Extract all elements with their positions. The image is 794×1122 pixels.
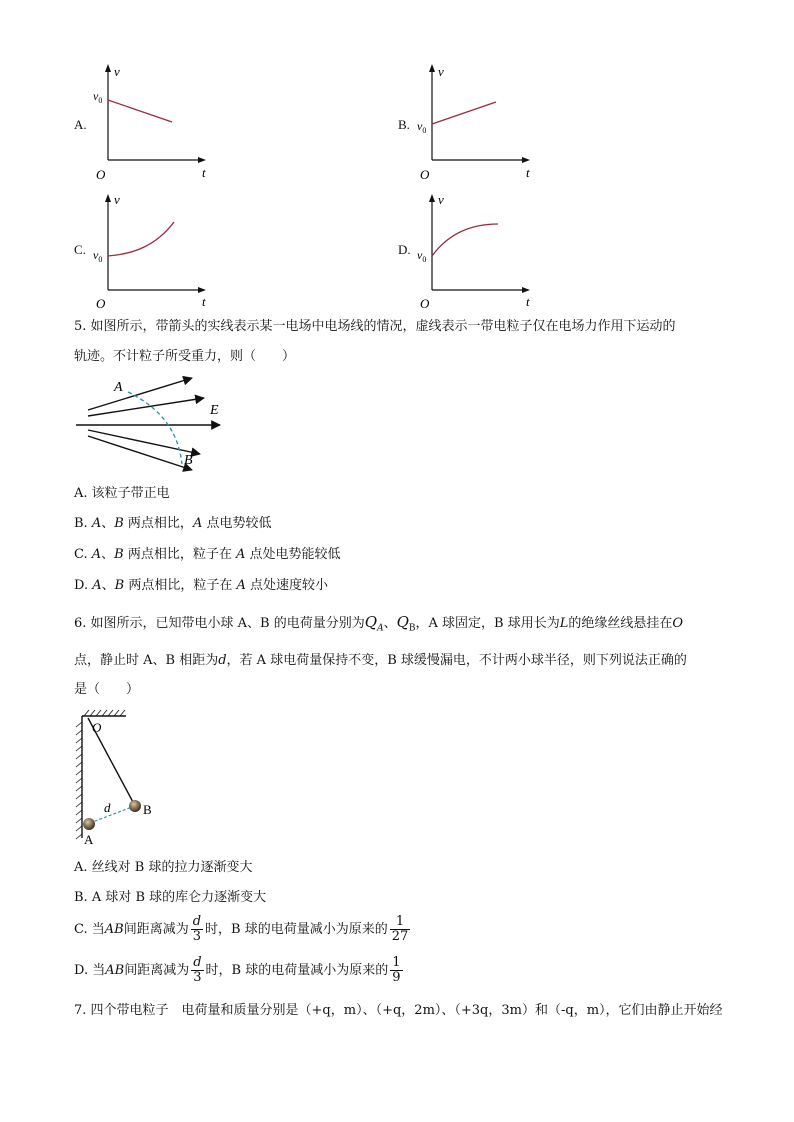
q6-stem-line3: 是（ ） bbox=[74, 682, 140, 697]
q6-stem-line2: 点，静止时 A、B 相距为d，若 A 球电荷量保持不变，B 球缓慢漏电，不计两小球半径，则下列说法正确的 bbox=[74, 653, 687, 668]
graph-a-v0-sub: 0 bbox=[98, 96, 103, 105]
graph-c-t-axis: t bbox=[202, 294, 206, 309]
graph-d bbox=[412, 186, 542, 311]
graph-d-origin: O bbox=[420, 296, 430, 311]
graph-d-v0-sub: 0 bbox=[422, 255, 427, 264]
graph-a-v0: v bbox=[93, 89, 99, 103]
graph-a-curve bbox=[108, 100, 172, 122]
q5-field-figure bbox=[70, 372, 230, 472]
graph-c-v-axis: v bbox=[114, 192, 120, 207]
q5-option-b: B. A、B 两点相比，A 点电势较低 bbox=[74, 516, 272, 531]
ball-b bbox=[129, 800, 141, 812]
graph-d-label: D. bbox=[398, 242, 411, 257]
graph-b bbox=[412, 62, 542, 187]
fig-label-b: B bbox=[143, 802, 152, 817]
distance-line bbox=[90, 807, 132, 823]
graph-a-t-axis: t bbox=[202, 165, 206, 180]
fig-label-a: A bbox=[84, 832, 94, 847]
q6-stem-line1: 6. 如图所示，已知带电小球 A、B 的电荷量分别为$Q_A$、$Q_B$，A 球固定，B 球用长为L的绝缘丝线悬挂在O bbox=[74, 613, 684, 634]
graph-a-origin: O bbox=[96, 167, 106, 182]
q6-option-a: A. 丝线对 B 球的拉力逐渐变大 bbox=[74, 860, 253, 875]
graph-c-v0: v bbox=[93, 248, 99, 262]
q5-option-c: C. A、B 两点相比，粒子在 A 点处电势能较低 bbox=[74, 547, 341, 562]
q5-stem-line2: 轨迹。不计粒子所受重力，则（ ） bbox=[74, 349, 296, 364]
graph-b-t-axis: t bbox=[526, 165, 530, 180]
q7-stem: 7. 四个带电粒子 电荷量和质量分别是（+q，m）、（+q，2m）、（+3q，3m）和（-q，m），它们由静止开始经 bbox=[74, 1003, 723, 1018]
fig-label-a: A bbox=[114, 380, 123, 395]
svg-text:v0 bbox=[417, 248, 426, 264]
graph-d-curve bbox=[432, 224, 498, 256]
ball-a bbox=[83, 818, 95, 830]
fig-label-d: d bbox=[104, 800, 111, 815]
graph-b-v0-sub: 0 bbox=[422, 126, 427, 135]
fig-label-o: O bbox=[92, 720, 102, 735]
q6-pendulum-figure bbox=[70, 708, 170, 848]
field-line-1 bbox=[88, 378, 192, 410]
graph-c-label: C. bbox=[74, 242, 86, 257]
svg-text:v0 bbox=[417, 119, 426, 135]
q5-stem-line1: 5. 如图所示，带箭头的实线表示某一电场中电场线的情况，虚线表示一带电粒子仅在电场力作用下运动的 bbox=[74, 319, 676, 334]
fig-label-e: E bbox=[210, 403, 219, 418]
graph-c bbox=[88, 186, 218, 311]
q5-option-a: A. 该粒子带正电 bbox=[74, 486, 170, 501]
q6-option-b: B. A 球对 B 球的库仑力逐渐变大 bbox=[74, 890, 267, 905]
graph-a-v-axis: v bbox=[114, 64, 120, 79]
q5-option-d: D. A、B 两点相比，粒子在 A 点处速度较小 bbox=[74, 578, 328, 593]
graph-c-origin: O bbox=[96, 296, 106, 311]
graph-a bbox=[88, 62, 218, 187]
graph-b-v-axis: v bbox=[438, 64, 444, 79]
graph-b-label: B. bbox=[398, 117, 410, 132]
graph-b-v0: v bbox=[417, 119, 423, 133]
graph-b-origin: O bbox=[420, 167, 430, 182]
graph-d-t-axis: t bbox=[526, 294, 530, 309]
svg-text:v0 bbox=[93, 89, 102, 105]
graph-d-v-axis: v bbox=[438, 192, 444, 207]
graph-a-label: A. bbox=[74, 117, 87, 132]
graph-b-curve bbox=[432, 102, 496, 124]
field-line-2 bbox=[88, 398, 204, 416]
fig-label-b: B bbox=[184, 453, 193, 468]
graph-d-v0: v bbox=[417, 248, 423, 262]
q6-option-d: D. 当AB间距离减为 $\frac{d}{3}$ 时，B 球的电荷量减小为原来的 $\frac{1}{9}$ bbox=[74, 955, 401, 985]
graph-c-curve bbox=[108, 222, 174, 256]
graph-c-v0-sub: 0 bbox=[98, 255, 103, 264]
svg-text:v0 bbox=[93, 248, 102, 264]
q6-option-c: C. 当AB间距离减为 $\frac{d}{3}$ 时，B 球的电荷量减小为原来的 $\frac{1}{27}$ bbox=[74, 914, 409, 944]
